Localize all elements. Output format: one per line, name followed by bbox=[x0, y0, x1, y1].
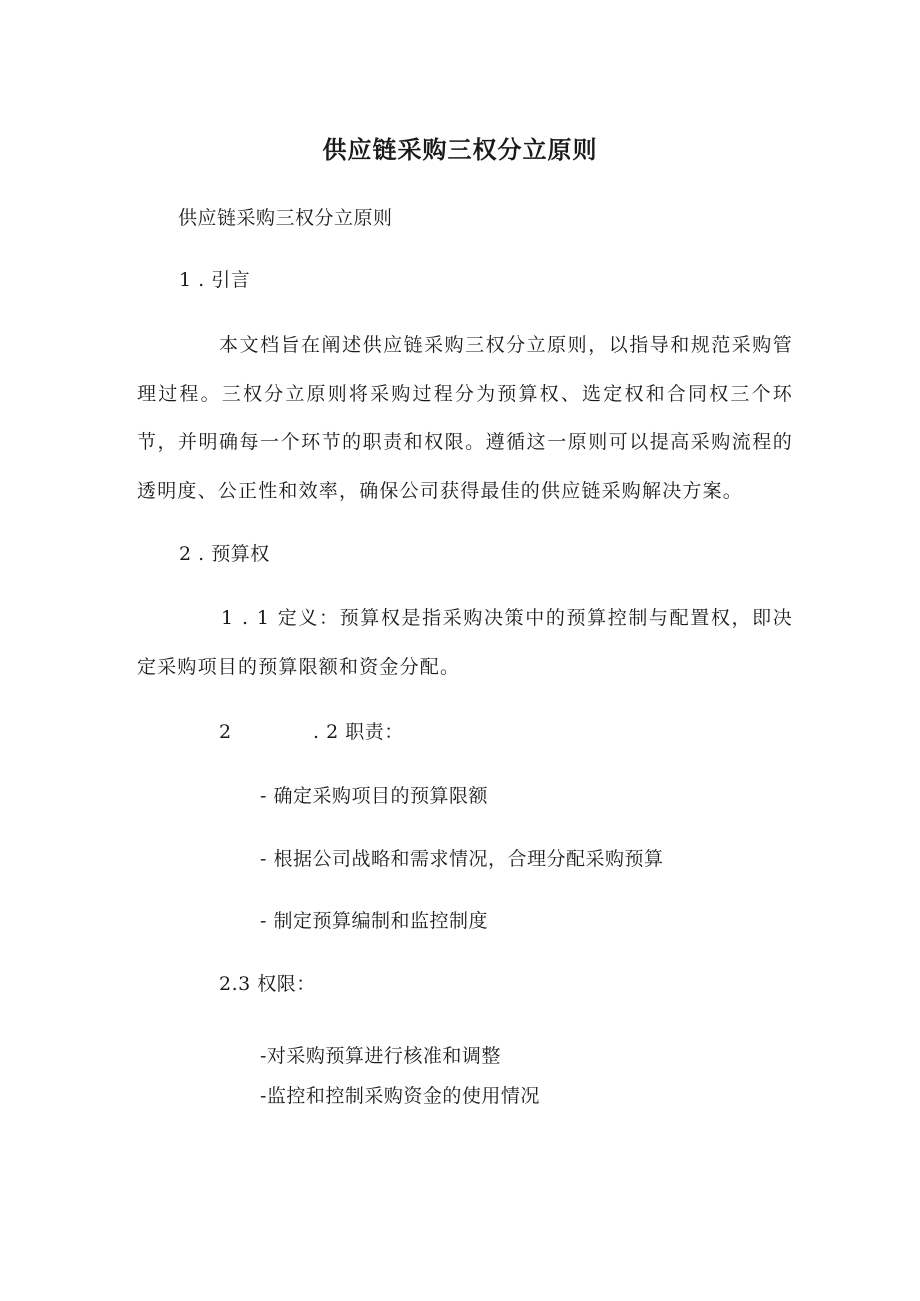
authority-item-2: -监控和控制采购资金的使用情况 bbox=[260, 1085, 540, 1107]
authority-heading: 2.3 权限： bbox=[219, 973, 316, 995]
budget-definition: 1 . 1 定义：预算权是指采购决策中的预算控制与配置权，即决定采购项目的预算限额和资金分配。 bbox=[137, 607, 793, 678]
duties-number: 2 bbox=[219, 721, 232, 743]
document-subtitle: 供应链采购三权分立原则 bbox=[178, 207, 393, 229]
duties-heading: . 2 职责： bbox=[313, 721, 404, 743]
duty-item-2: - 根据公司战略和需求情况，合理分配采购预算 bbox=[260, 848, 664, 870]
duty-item-1: - 确定采购项目的预算限额 bbox=[260, 785, 488, 807]
authority-item-1: -对采购预算进行核准和调整 bbox=[260, 1045, 501, 1067]
section-2-heading: 2 . 预算权 bbox=[179, 543, 270, 565]
duty-item-3: - 制定预算编制和监控制度 bbox=[260, 910, 488, 932]
document-title: 供应链采购三权分立原则 bbox=[322, 136, 598, 164]
section-1-body: 本文档旨在阐述供应链采购三权分立原则，以指导和规范采购管理过程。三权分立原则将采购过程分为预算权、选定权和合同权三个环节，并明确每一个环节的职责和权限。遵循这一原则可以提高采购流程的透明度、公正性和效率，确保公司获得最佳的供应链采购解决方案。 bbox=[137, 334, 793, 502]
section-1-heading: 1 . 引言 bbox=[179, 269, 251, 291]
